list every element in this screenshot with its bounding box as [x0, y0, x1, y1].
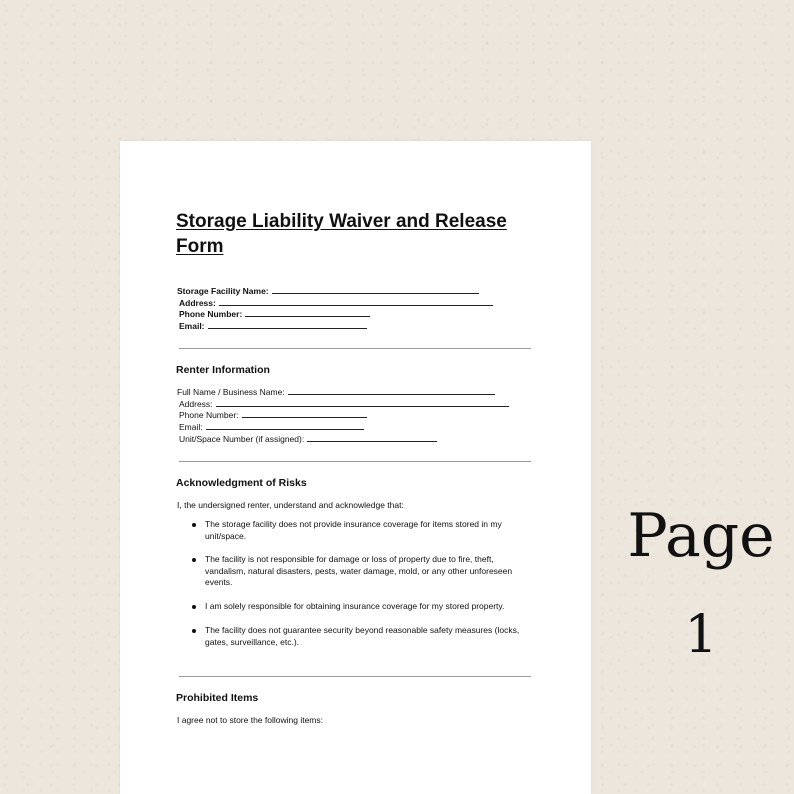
- renter-name-row: [177, 386, 495, 398]
- facility-phone-field[interactable]: [245, 308, 370, 317]
- form-page: [120, 141, 591, 794]
- renter-phone-label: Phone Number:: [179, 410, 239, 420]
- risk-item: The facility is not responsible for damage or loss of property due to fire, theft, vandalism, natural disasters, pests, water damage, mold, or any other unforeseen events.: [190, 554, 535, 589]
- facility-phone-row: [179, 308, 370, 320]
- facility-name-field[interactable]: [272, 285, 479, 294]
- facility-name-label: Storage Facility Name:: [177, 286, 269, 296]
- section-divider: [179, 461, 531, 462]
- section-divider: [179, 348, 531, 349]
- risk-item: I am solely responsible for obtaining insurance coverage for my stored property.: [190, 601, 535, 613]
- facility-email-row: [179, 320, 367, 332]
- renter-phone-field[interactable]: [242, 409, 367, 418]
- renter-unit-label: Unit/Space Number (if assigned):: [179, 434, 305, 444]
- renter-info-heading: Renter Information: [176, 364, 270, 376]
- renter-name-field[interactable]: [288, 386, 495, 395]
- prohibited-intro: I agree not to store the following items:: [177, 715, 323, 725]
- renter-name-label: Full Name / Business Name:: [177, 387, 285, 397]
- page-label: Page: [627, 501, 775, 571]
- bullet-dot-icon: [192, 629, 196, 633]
- bullet-dot-icon: [192, 605, 196, 609]
- form-title: Storage Liability Waiver and Release Form: [176, 211, 507, 257]
- bullet-dot-icon: [192, 523, 196, 527]
- renter-email-row: [179, 421, 364, 433]
- renter-email-label: Email:: [179, 422, 203, 432]
- facility-address-label: Address:: [179, 298, 216, 308]
- facility-name-row: [177, 285, 479, 297]
- facility-address-field[interactable]: [219, 297, 493, 306]
- bullet-dot-icon: [192, 558, 196, 562]
- renter-unit-field[interactable]: [307, 433, 437, 442]
- renter-address-field[interactable]: [216, 398, 509, 407]
- prohibited-heading: Prohibited Items: [176, 692, 259, 704]
- page-number: 1: [684, 605, 718, 665]
- renter-address-label: Address:: [179, 399, 213, 409]
- risks-heading: Acknowledgment of Risks: [176, 477, 307, 489]
- renter-email-field[interactable]: [206, 421, 364, 430]
- renter-phone-row: [179, 409, 367, 421]
- risk-item: The storage facility does not provide insurance coverage for items stored in my unit/space.: [190, 519, 535, 542]
- risks-intro: I, the undersigned renter, understand and acknowledge that:: [177, 500, 404, 510]
- facility-email-field[interactable]: [208, 320, 367, 329]
- facility-email-label: Email:: [179, 321, 205, 331]
- renter-unit-row: [179, 433, 437, 445]
- risk-item: The facility does not guarantee security beyond reasonable safety measures (locks, gates, surveillance, etc.).: [190, 625, 535, 648]
- facility-phone-label: Phone Number:: [179, 309, 243, 319]
- section-divider: [179, 676, 531, 677]
